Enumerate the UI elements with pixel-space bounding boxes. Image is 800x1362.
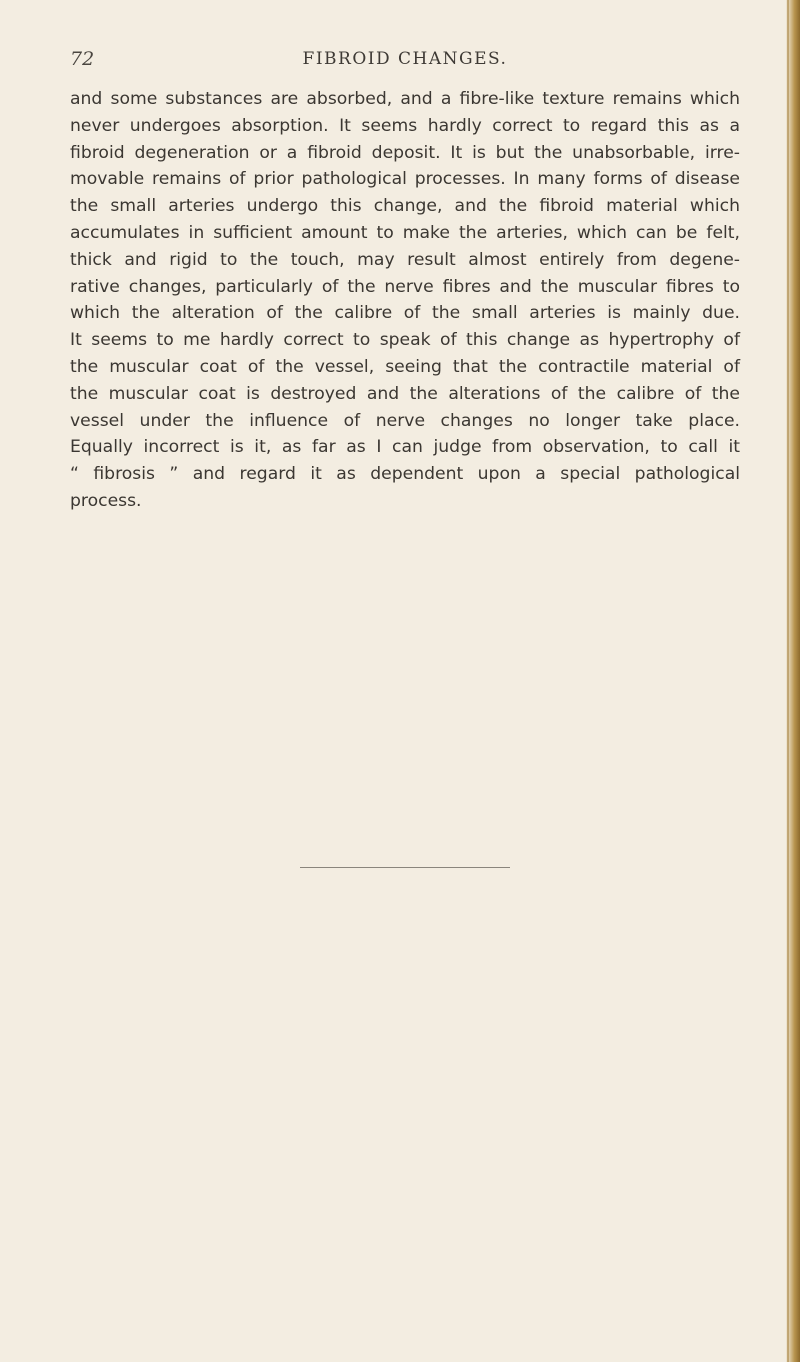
text-line: “ fibrosis ” and regard it as dependent upon a special pathological [70,464,740,485]
text-line: which the alteration of the calibre of the small arteries is mainly due. [70,303,740,324]
running-head [70,48,740,72]
text-line: never undergoes absorption. It seems hardly correct to regard this as a [70,115,740,136]
page-edge-line [787,0,789,1362]
text-line: It seems to me hardly correct to speak of this change as hypertrophy of [70,330,740,351]
text-line: Equally incorrect is it, as far as I can judge from observation, to call it [70,437,740,458]
text-line: the small arteries undergo this change, and the fibroid material which [70,196,740,217]
body-paragraph [70,86,740,515]
text-line: and some substances are absorbed, and a fibre-like texture remains which [70,89,740,109]
text-line: the muscular coat is destroyed and the alterations of the calibre of the [70,383,740,404]
end-rule-divider [300,867,510,868]
text-line: rative changes, particularly of the nerve fibres and the muscular fibres to [70,276,740,297]
text-line: the muscular coat of the vessel, seeing that the contractile material of [70,356,740,377]
page-number: 72 [70,48,95,70]
text-line: vessel under the influence of nerve changes no longer take place. [70,410,740,431]
text-line: thick and rigid to the touch, may result almost entirely from degene- [70,249,740,270]
text-line: fibroid degeneration or a fibroid deposit. It is but the unabsorbable, irre- [70,142,740,163]
text-line: accumulates in sufficient amount to make the arteries, which can be felt, [70,222,740,243]
text-line: movable remains of prior pathological processes. In many forms of disease [70,169,740,190]
text-line-last: process. [70,490,142,511]
running-title: FIBROID CHANGES. [302,49,508,69]
